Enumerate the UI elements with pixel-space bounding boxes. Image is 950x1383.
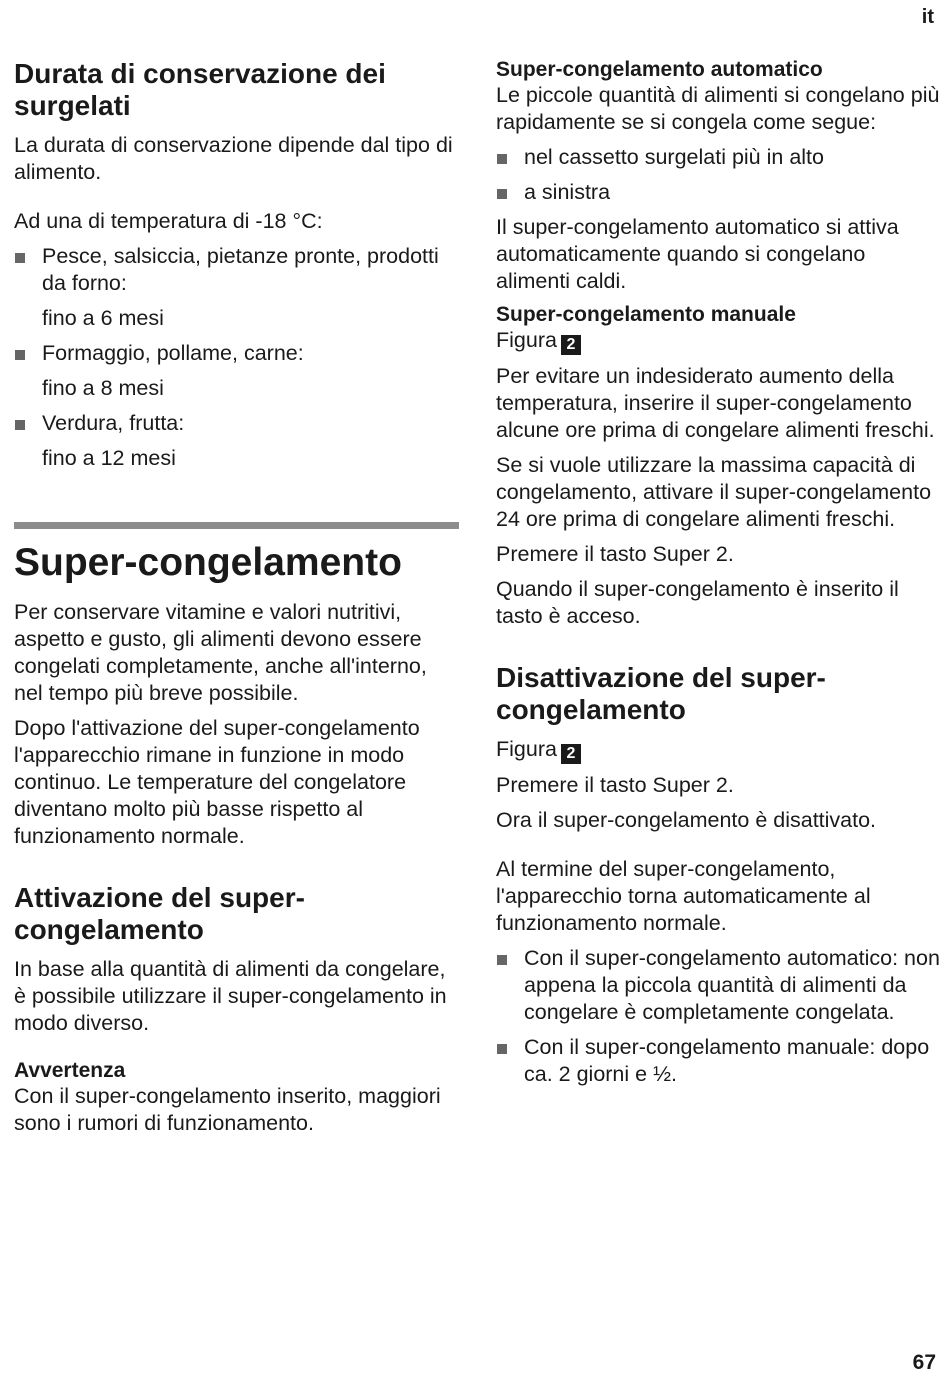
- paragraph-avvertenza: Con il super-congelamento inserito, maggiori sono i rumori di funzionamento.: [14, 1084, 441, 1135]
- list-item-text: Con il super-congelamento manuale: dopo ca. 2 giorni e ½.: [524, 1035, 930, 1086]
- heading-auto: Super-congelamento automatico: [496, 58, 823, 81]
- list-item-text: Pesce, salsiccia, pietanze pronte, prodotti da forno:: [42, 244, 439, 295]
- paragraph-durata: La durata di conservazione dipende dal tipo di alimento.: [14, 133, 453, 184]
- heading-avvertenza: Avvertenza: [14, 1059, 126, 1082]
- heading-manuale: Super-congelamento manuale: [496, 303, 796, 326]
- list-item: [496, 179, 941, 206]
- square-bullet-icon: [15, 350, 25, 360]
- paragraph-super-2: Dopo l'attivazione del super-congelamento l'apparecchio rimane in funzione in modo continuo. Le temperature del congelatore diventano molto più basse rispetto al funzionamento normale.: [14, 716, 420, 848]
- square-bullet-icon: [497, 1044, 507, 1054]
- list-item: [496, 945, 941, 1026]
- paragraph-disattivazione-2: Ora il super-congelamento è disattivato.: [496, 808, 877, 832]
- storage-duration: fino a 8 mesi: [42, 376, 164, 400]
- list-item-text: a sinistra: [524, 180, 611, 204]
- list-item: [496, 1034, 941, 1088]
- paragraph-temperatura: Ad una di temperatura di -18 °C:: [14, 209, 323, 233]
- list-item-text: Formaggio, pollame, carne:: [42, 341, 304, 365]
- paragraph-auto-2: Il super-congelamento automatico si attiva automaticamente quando si congelano alimenti caldi.: [496, 215, 899, 293]
- square-bullet-icon: [497, 154, 507, 164]
- paragraph-super-1: Per conservare vitamine e valori nutritivi, aspetto e gusto, gli alimenti devono essere congelati completamente, anche all'interno, nel tempo più breve possibile.: [14, 600, 427, 705]
- list-item: [14, 410, 459, 437]
- language-tag: it: [921, 6, 934, 28]
- storage-duration: fino a 12 mesi: [42, 446, 176, 470]
- list-item-text: Verdura, frutta:: [42, 411, 185, 435]
- paragraph-manuale-4: Quando il super-congelamento è inserito il tasto è acceso.: [496, 577, 899, 628]
- auto-list: [496, 144, 941, 206]
- list-item-text: nel cassetto surgelati più in alto: [524, 145, 824, 169]
- section-title: Super-congelamento: [14, 541, 402, 584]
- page-number: 67: [912, 1351, 936, 1374]
- paragraph-auto: Le piccole quantità di alimenti si congelano più rapidamente se si congela come segue:: [496, 83, 940, 134]
- heading-attivazione: Attivazione del super-congelamento: [14, 882, 305, 945]
- square-bullet-icon: [497, 189, 507, 199]
- left-column: [14, 58, 459, 1145]
- storage-list: [14, 243, 459, 472]
- paragraph-manuale-1: Per evitare un indesiderato aumento della temperatura, inserire il super-congelamento alcune ore prima di congelare alimenti freschi.: [496, 364, 935, 442]
- paragraph-manuale-3: Premere il tasto Super 2.: [496, 542, 734, 566]
- square-bullet-icon: [497, 955, 507, 965]
- storage-duration: fino a 6 mesi: [42, 306, 164, 330]
- paragraph-disattivazione-3: Al termine del super-congelamento, l'apparecchio torna automaticamente al funzionamento normale.: [496, 857, 871, 935]
- paragraph-attivazione: In base alla quantità di alimenti da congelare, è possibile utilizzare il super-congelamento in modo diverso.: [14, 957, 447, 1035]
- paragraph-disattivazione-1: Premere il tasto Super 2.: [496, 773, 734, 797]
- square-bullet-icon: [15, 420, 25, 430]
- figure-label: Figura: [496, 737, 557, 761]
- list-item: [496, 144, 941, 171]
- figure-label: Figura: [496, 328, 557, 352]
- section-divider: [14, 522, 459, 529]
- disattivazione-list: [496, 945, 941, 1088]
- right-column: [496, 58, 941, 1096]
- heading-durata: Durata di conservazione dei surgelati: [14, 58, 386, 121]
- figure-number-box: 2: [561, 335, 581, 355]
- figure-reference: [496, 736, 941, 764]
- list-item-text: Con il super-congelamento automatico: non appena la piccola quantità di alimenti da congelare è completamente congelata.: [524, 946, 940, 1024]
- list-item: [14, 340, 459, 367]
- paragraph-manuale-2: Se si vuole utilizzare la massima capacità di congelamento, attivare il super-congelamento 24 ore prima di congelare alimenti freschi.: [496, 453, 932, 531]
- figure-reference: [496, 327, 941, 355]
- heading-disattivazione: Disattivazione del super-congelamento: [496, 662, 826, 725]
- figure-number-box: 2: [561, 744, 581, 764]
- list-item: [14, 243, 459, 297]
- square-bullet-icon: [15, 253, 25, 263]
